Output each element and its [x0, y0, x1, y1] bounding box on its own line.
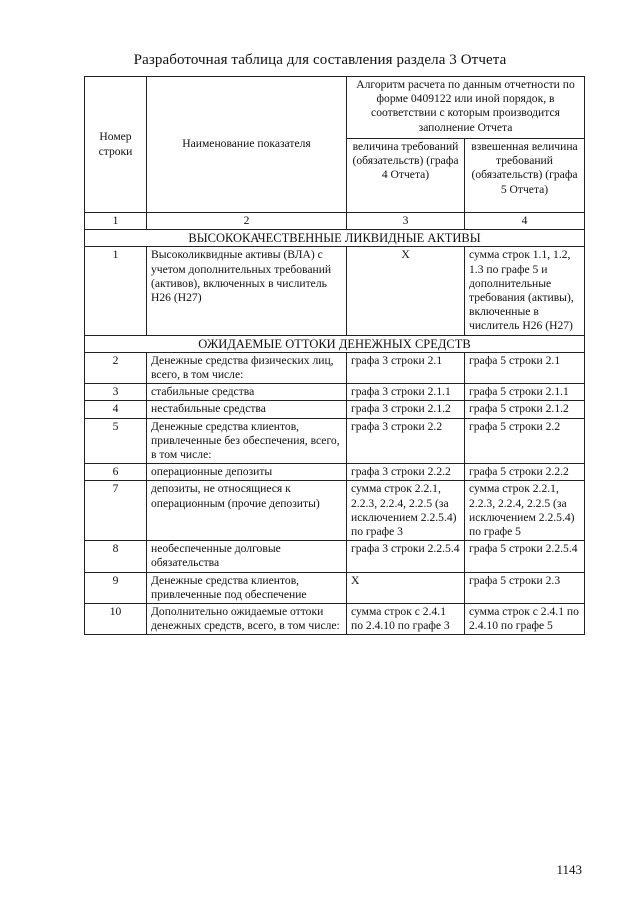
- row-name: стабильные средства: [147, 384, 347, 401]
- row-col4: сумма строк 1.1, 1.2, 1.3 по графе 5 и дополнительные требования (активы), включенные в числитель Н26 (Н27): [465, 247, 585, 335]
- table-row: [85, 418, 585, 464]
- row-number: 6: [85, 464, 147, 481]
- table-row: [85, 384, 585, 401]
- row-col4: графа 5 строки 2.1.1: [465, 384, 585, 401]
- table-row: [85, 352, 585, 383]
- row-col3: графа 3 строки 2.1: [347, 352, 465, 383]
- row-number: 3: [85, 384, 147, 401]
- row-name: операционные депозиты: [147, 464, 347, 481]
- row-number: 1: [85, 247, 147, 335]
- row-name: депозиты, не относящиеся к операционным (прочие депозиты): [147, 481, 347, 541]
- row-col4: графа 5 строки 2.3: [465, 572, 585, 603]
- table-row: [85, 541, 585, 572]
- row-name: нестабильные средства: [147, 401, 347, 418]
- row-col4: сумма строк с 2.4.1 по 2.4.10 по графе 5: [465, 604, 585, 635]
- row-name: Денежные средства физических лиц, всего, в том числе:: [147, 352, 347, 383]
- page-number: 1143: [556, 862, 582, 877]
- row-col3: графа 3 строки 2.2.2: [347, 464, 465, 481]
- row-col3: сумма строк 2.2.1, 2.2.3, 2.2.4, 2.2.5 (за исключением 2.2.5.4) по графе 3: [347, 481, 465, 541]
- row-col4: графа 5 строки 2.2.2: [465, 464, 585, 481]
- row-col3: графа 3 строки 2.2.5.4: [347, 541, 465, 572]
- row-col3: графа 3 строки 2.1.1: [347, 384, 465, 401]
- table-row: [85, 464, 585, 481]
- row-number: 4: [85, 401, 147, 418]
- row-name: Высоколиквидные активы (ВЛА) с учетом дополнительных требований (активов), включенных в числитель Н26 (Н27): [147, 247, 347, 335]
- row-col3: X: [347, 247, 465, 335]
- column-number: 2: [147, 213, 347, 230]
- row-number: 5: [85, 418, 147, 464]
- row-col3: графа 3 строки 2.1.2: [347, 401, 465, 418]
- row-number: 7: [85, 481, 147, 541]
- row-col3: X: [347, 572, 465, 603]
- document-title: Разработочная таблица для составления раздела 3 Отчета: [133, 52, 507, 68]
- table-row: [85, 401, 585, 418]
- row-number: 8: [85, 541, 147, 572]
- calculation-table: [84, 76, 585, 635]
- row-col3: сумма строк с 2.4.1 по 2.4.10 по графе 3: [347, 604, 465, 635]
- header-indicator-name: Наименование показателя: [147, 77, 347, 213]
- row-col4: сумма строк 2.2.1, 2.2.3, 2.2.4, 2.2.5 (за исключением 2.2.5.4) по графе 5: [465, 481, 585, 541]
- row-number: 10: [85, 604, 147, 635]
- row-name: необеспеченные долговые обязательства: [147, 541, 347, 572]
- row-col3: графа 3 строки 2.2: [347, 418, 465, 464]
- row-col4: графа 5 строки 2.2: [465, 418, 585, 464]
- header-row-number: Номер строки: [85, 77, 147, 213]
- column-number: 4: [465, 213, 585, 230]
- table-row: [85, 604, 585, 635]
- section-hqla: ВЫСОКОКАЧЕСТВЕННЫЕ ЛИКВИДНЫЕ АКТИВЫ: [85, 230, 585, 247]
- row-col4: графа 5 строки 2.1: [465, 352, 585, 383]
- row-number: 2: [85, 352, 147, 383]
- row-name: Дополнительно ожидаемые оттоки денежных средств, всего, в том числе:: [147, 604, 347, 635]
- row-col4: графа 5 строки 2.1.2: [465, 401, 585, 418]
- row-number: 9: [85, 572, 147, 603]
- table-row: [85, 481, 585, 541]
- table-row: [85, 572, 585, 603]
- column-numbers-row: [85, 213, 585, 230]
- header-col4: взвешенная величина требований (обязательств) (графа 5 Отчета): [465, 139, 585, 213]
- column-number: 1: [85, 213, 147, 230]
- row-col4: графа 5 строки 2.2.5.4: [465, 541, 585, 572]
- row-name: Денежные средства клиентов, привлеченные без обеспечения, всего, в том числе:: [147, 418, 347, 464]
- table-row: [85, 247, 585, 335]
- section-outflows: ОЖИДАЕМЫЕ ОТТОКИ ДЕНЕЖНЫХ СРЕДСТВ: [85, 335, 585, 352]
- row-name: Денежные средства клиентов, привлеченные под обеспечение: [147, 572, 347, 603]
- column-number: 3: [347, 213, 465, 230]
- header-algorithm: Алгоритм расчета по данным отчетности по форме 0409122 или иной порядок, в соответствии с которым производится заполнение Отчета: [347, 77, 585, 139]
- header-col3: величина требований (обязательств) (графа 4 Отчета): [347, 139, 465, 213]
